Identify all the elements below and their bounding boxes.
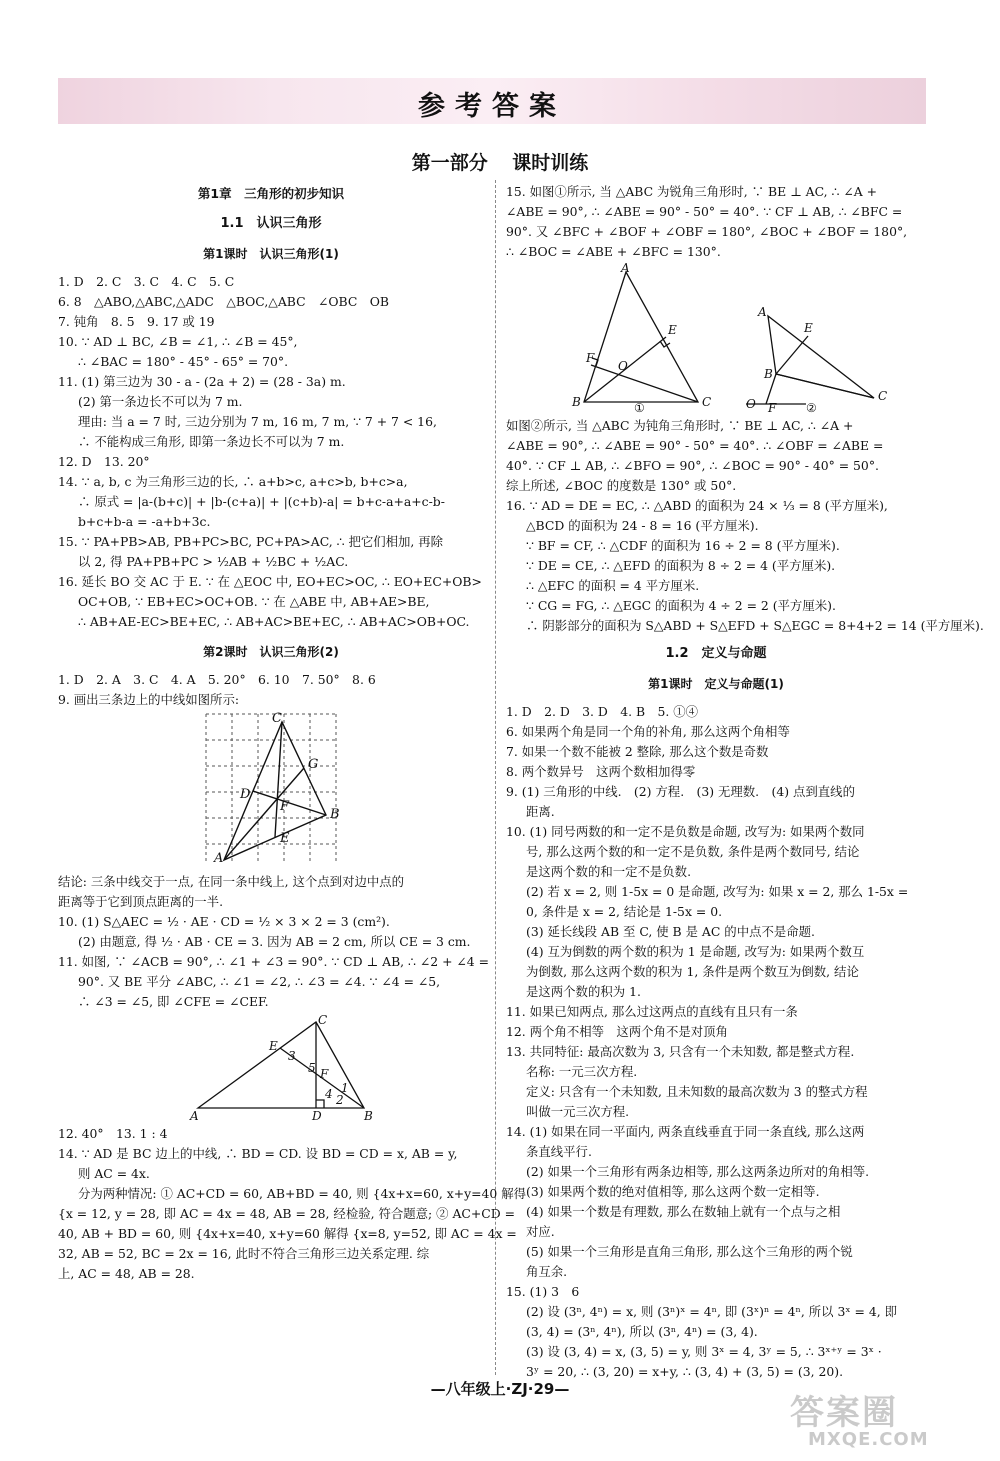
answer-line: 1. D 2. C 3. C 4. C 5. C <box>58 274 235 289</box>
answer-line: 上, AC = 48, AB = 28. <box>58 1266 195 1281</box>
answer-line: ∠ABE = 90°, ∴ ∠ABE = 90° - 50° = 40°. ∵ CF ⊥ AB, ∴ ∠BFC = <box>506 204 903 219</box>
answer-line: (2) 如果一个三角形有两条边相等, 那么这两条边所对的角相等. <box>526 1164 870 1179</box>
answer-line: 90°. 又 BE 平分 ∠ABC, ∴ ∠1 = ∠2, ∴ ∠3 = ∠4. ∵ ∠4 = ∠5, <box>78 974 441 989</box>
answer-line: 10. ∵ AD ⊥ BC, ∠B = ∠1, ∴ ∠B = 45°, <box>58 334 298 349</box>
answer-line: 名称: 一元三次方程. <box>526 1064 638 1079</box>
answer-line: 叫做一元三次方程. <box>526 1104 630 1119</box>
watermark-logo <box>790 1385 990 1455</box>
answer-line: (3) 延长线段 AB 至 C, 使 B 是 AC 的中点不是命题. <box>526 924 815 939</box>
watermark-url: MXQE.COM <box>808 1429 929 1450</box>
fig-label: 1 <box>341 1081 349 1095</box>
answer-line: 理由: 当 a = 7 时, 三边分别为 7 m, 16 m, 7 m, ∵ 7 + 7 < 16, <box>78 414 437 429</box>
answer-line: 3ʸ = 20, ∴ (3, 20) = x+y, ∴ (3, 4) + (3, 5) = (3, 20). <box>526 1364 844 1379</box>
right-column <box>506 182 984 1382</box>
fig-label: B <box>330 807 340 822</box>
answer-line: 6. 如果两个角是同一个角的补角, 那么这两个角相等 <box>506 724 790 739</box>
fig-label: F <box>320 1067 329 1081</box>
answer-line: 结论: 三条中线交于一点, 在同一条中线上, 这个点到对边中点的 <box>58 874 405 889</box>
answer-line: 9. 画出三条边上的中线如图所示: <box>58 692 240 707</box>
section-heading: 1.1 认识三角形 <box>220 216 322 231</box>
answer-line: ∴ △EFC 的面积 = 4 平方厘米. <box>526 578 700 593</box>
fig-label: 4 <box>325 1087 333 1101</box>
answer-line: 号, 那么这两个数的和一定不是负数, 条件是两个数同号, 结论 <box>526 844 860 859</box>
answer-line: {x = 12, y = 28, 即 AC = 4x = 48, AB = 28, 经检验, 符合题意; ② AC+CD = <box>58 1206 516 1221</box>
answer-line: 10. (1) 同号两数的和一定不是负数是命题, 改写为: 如果两个数同 <box>506 824 865 839</box>
answer-line: 9. (1) 三角形的中线. (2) 方程. (3) 无理数. (4) 点到直线的 <box>506 784 855 799</box>
answer-line: 15. ∵ PA+PB>AB, PB+PC>BC, PC+PA>AC, ∴ 把它们相加, 再除 <box>58 534 444 549</box>
answer-line: 10. (1) S△AEC = ½ · AE · CD = ½ × 3 × 2 = 3 (cm²). <box>58 914 390 929</box>
answer-line: 8. 两个数异号 这两个数相加得零 <box>506 764 696 779</box>
answer-line: 条直线平行. <box>526 1144 592 1159</box>
answer-line: 距离. <box>526 804 555 819</box>
fig-label: F <box>280 799 290 814</box>
answer-banner <box>58 78 926 124</box>
answer-line: ∴ 不能构成三角形, 即第一条边长不可以为 7 m. <box>78 434 345 449</box>
fig-label: A <box>214 851 224 866</box>
answer-line: 1. D 2. A 3. C 4. A 5. 20° 6. 10 7. 50° 8. 6 <box>58 672 376 687</box>
answer-line: ∴ 阴影部分的面积为 S△ABD + S△EFD + S△EGC = 8+4+2 = 14 (平方厘米). <box>526 618 984 633</box>
answer-line: b+c+b-a = -a+b+3c. <box>78 514 211 529</box>
answer-line: (2) 第一条边长不可以为 7 m. <box>78 394 243 409</box>
answer-line: 40, AB + BD = 60, 则 {4x+x=40, x+y=60 解得 {x=8, y=52, 即 AC = 4x = <box>58 1226 517 1241</box>
answer-line: (5) 如果一个三角形是直角三角形, 那么这个三角形的两个锐 <box>526 1244 853 1259</box>
answer-line: 7. 钝角 8. 5 9. 17 或 19 <box>58 314 215 329</box>
fig-label: O <box>618 359 628 373</box>
fig-label: B <box>572 395 581 409</box>
chapter-heading: 第1章 三角形的初步知识 <box>197 186 345 201</box>
fig-label: E <box>804 321 813 335</box>
answer-line: 12. 两个角不相等 这两个角不是对顶角 <box>506 1024 728 1039</box>
part-title: 第一部分 课时训练 <box>411 152 589 174</box>
answer-line: (2) 设 (3ⁿ, 4ⁿ) = x, 则 (3ⁿ)ˣ = 4ⁿ, 即 (3ˣ)ⁿ = 4ⁿ, 所以 3ˣ = 4, 即 <box>526 1304 897 1319</box>
answer-line: △BCD 的面积为 24 - 8 = 16 (平方厘米). <box>526 518 759 533</box>
fig-label: 3 <box>288 1049 296 1063</box>
answer-line: 16. ∵ AD = DE = EC, ∴ △ABD 的面积为 24 × ⅓ = 8 (平方厘米), <box>506 498 888 513</box>
right-triangle-figure <box>58 1014 484 1122</box>
fig-label: E <box>280 831 290 846</box>
answer-line: ∴ ∠3 = ∠5, 即 ∠CFE = ∠CEF. <box>78 994 269 1009</box>
page-footer: —八年级上·ZJ·29— <box>430 1380 570 1398</box>
answer-line: 14. ∵ a, b, c 为三角形三边的长, ∴ a+b>c, a+c>b, b+c>a, <box>58 474 408 489</box>
answer-line: (4) 如果一个数是有理数, 那么在数轴上就有一个点与之相 <box>526 1204 841 1219</box>
answer-line: (3) 设 (3, 4) = x, (3, 5) = y, 则 3ˣ = 4, 3ʸ = 5, ∴ 3ˣ⁺ʸ = 3ˣ · <box>526 1344 882 1359</box>
answer-line: 则 AC = 4x. <box>78 1166 150 1181</box>
answer-line: 32, AB = 52, BC = 2x = 16, 此时不符合三角形三边关系定理. 综 <box>58 1246 430 1261</box>
answer-line: ∵ CG = FG, ∴ △EGC 的面积为 4 ÷ 2 = 2 (平方厘米). <box>526 598 836 613</box>
answer-line: 定义: 只含有一个未知数, 且未知数的最高次数为 3 的整式方程 <box>526 1084 868 1099</box>
fig-label: F <box>768 401 777 415</box>
answer-line: (2) 若 x = 2, 则 1-5x = 0 是命题, 改写为: 如果 x = 2, 那么 1-5x = <box>526 884 909 899</box>
answer-line: 90°. 又 ∠BFC + ∠BOF + ∠OBF = 180°, ∠BOC + ∠BOF = 180°, <box>506 224 908 239</box>
answer-line: 11. (1) 第三边为 30 - a - (2a + 2) = (28 - 3a) m. <box>58 374 346 389</box>
answer-line: 距离等于它到顶点距离的一半. <box>58 894 224 909</box>
banner-title: 参考答案 <box>418 91 566 122</box>
answer-line: 16. 延长 BO 交 AC 于 E. ∵ 在 △EOC 中, EO+EC>OC, ∴ EO+EC+OB> <box>58 574 482 589</box>
answer-line: 对应. <box>526 1224 555 1239</box>
fig-label: 2 <box>336 1093 344 1107</box>
fig-label: C <box>878 389 888 403</box>
answer-line: 综上所述, ∠BOC 的度数是 130° 或 50°. <box>506 478 737 493</box>
fig-label: ② <box>806 401 817 415</box>
angle-bisector-figures <box>506 261 926 415</box>
answer-line: ∴ ∠BOC = ∠ABE + ∠BFC = 130°. <box>506 244 721 259</box>
answer-line: 1. D 2. D 3. D 4. B 5. ①④ <box>506 704 699 719</box>
answer-line: (3, 4) = (3ⁿ, 4ⁿ), 所以 (3ⁿ, 4ⁿ) = (3, 4). <box>526 1324 758 1339</box>
answer-line: OC+OB, ∵ EB+EC>OC+OB. ∵ 在 △ABE 中, AB+AE>BE, <box>78 594 430 609</box>
left-column <box>58 182 527 1284</box>
answer-line: 0, 条件是 x = 2, 结论是 1-5x = 0. <box>526 904 723 919</box>
answer-line: ∠ABE = 90°, ∴ ∠ABE = 90° - 50° = 40°. ∴ ∠OBF = ∠ABE = <box>506 438 884 453</box>
fig-label: ① <box>634 401 645 415</box>
fig-label: B <box>364 1109 373 1123</box>
fig-label: O <box>746 397 756 411</box>
answer-line: 14. ∵ AD 是 BC 边上的中线, ∴ BD = CD. 设 BD = CD = x, AB = y, <box>58 1146 458 1161</box>
answer-line: 14. (1) 如果在同一平面内, 两条直线垂直于同一条直线, 那么这两 <box>506 1124 865 1139</box>
answer-line: 11. 如果已知两点, 那么过这两点的直线有且只有一条 <box>506 1004 798 1019</box>
answer-line: 12. 40° 13. 1 : 4 <box>58 1126 168 1141</box>
answer-line: (2) 由题意, 得 ½ · AB · CE = 3. 因为 AB = 2 cm, 所以 CE = 3 cm. <box>78 934 471 949</box>
answer-line: ∵ DE = CE, ∴ △EFD 的面积为 8 ÷ 2 = 4 (平方厘米). <box>526 558 836 573</box>
fig-label: G <box>308 757 319 772</box>
fig-label: A <box>621 261 630 275</box>
median-grid-figure <box>58 712 484 870</box>
answer-line: 15. 如图①所示, 当 △ABC 为锐角三角形时, ∵ BE ⊥ AC, ∴ ∠A + <box>506 184 877 199</box>
answer-line: 11. 如图, ∵ ∠ACB = 90°, ∴ ∠1 + ∠3 = 90°. ∵ CD ⊥ AB, ∴ ∠2 + ∠4 = <box>58 954 489 969</box>
answer-line: 分为两种情况: ① AC+CD = 60, AB+BD = 40, 则 {4x+x=60, x+y=40 解得 <box>78 1186 527 1201</box>
answer-line: 以 2, 得 PA+PB+PC > ½AB + ½BC + ½AC. <box>78 554 349 569</box>
answer-line: 6. 8 △ABO,△ABC,△ADC △BOC,△ABC ∠OBC OB <box>58 294 389 309</box>
answer-line: ∵ BF = CF, ∴ △CDF 的面积为 16 ÷ 2 = 8 (平方厘米). <box>526 538 840 553</box>
fig-label: D <box>312 1109 322 1123</box>
answer-line: (4) 互为倒数的两个数的积为 1 是命题, 改写为: 如果两个数互 <box>526 944 865 959</box>
fig-label: 5 <box>308 1061 316 1075</box>
fig-label: D <box>240 787 251 802</box>
lesson-heading: 第1课时 认识三角形(1) <box>203 247 339 261</box>
fig-label: A <box>190 1109 199 1123</box>
answer-line: 角互余. <box>526 1264 568 1279</box>
lesson-heading: 第2课时 认识三角形(2) <box>203 645 339 659</box>
watermark-text: 答案圈 <box>790 1393 898 1433</box>
answer-line: 7. 如果一个数不能被 2 整除, 那么这个数是奇数 <box>506 744 769 759</box>
fig-label: C <box>272 711 282 726</box>
answer-line: 15. (1) 3 6 <box>506 1284 580 1299</box>
fig-label: C <box>702 395 712 409</box>
fig-label: E <box>668 323 677 337</box>
lesson-heading: 第1课时 定义与命题(1) <box>648 677 784 691</box>
answer-line: 是这两个数的和一定不是负数. <box>526 864 692 879</box>
answer-line: 如图②所示, 当 △ABC 为钝角三角形时, ∵ BE ⊥ AC, ∴ ∠A + <box>506 418 854 433</box>
answer-line: ∴ ∠BAC = 180° - 45° - 65° = 70°. <box>78 354 289 369</box>
answer-line: ∴ 原式 = |a-(b+c)| + |b-(c+a)| + |(c+b)-a| = b+c-a+a+c-b- <box>78 494 445 509</box>
fig-label: C <box>318 1013 328 1027</box>
section-heading: 1.2 定义与命题 <box>665 646 767 661</box>
fig-label: F <box>586 351 595 365</box>
answer-line: 40°. ∵ CF ⊥ AB, ∴ ∠BFO = 90°, ∴ ∠BOC = 90° - 40° = 50°. <box>506 458 879 473</box>
answer-line: 为倒数, 那么这两个数的积为 1, 条件是两个数互为倒数, 结论 <box>526 964 859 979</box>
answer-line: 13. 共同特征: 最高次数为 3, 只含有一个未知数, 都是整式方程. <box>506 1044 855 1059</box>
answer-line: 是这两个数的积为 1. <box>526 984 641 999</box>
fig-label: B <box>764 367 773 381</box>
answer-line: ∴ AB+AE-EC>BE+EC, ∴ AB+AC>BE+EC, ∴ AB+AC>OB+OC. <box>78 614 470 629</box>
answer-line: (3) 如果两个数的绝对值相等, 那么这两个数一定相等. <box>526 1184 820 1199</box>
fig-label: E <box>269 1039 278 1053</box>
answer-line: 12. D 13. 20° <box>58 454 150 469</box>
fig-label: A <box>758 305 767 319</box>
